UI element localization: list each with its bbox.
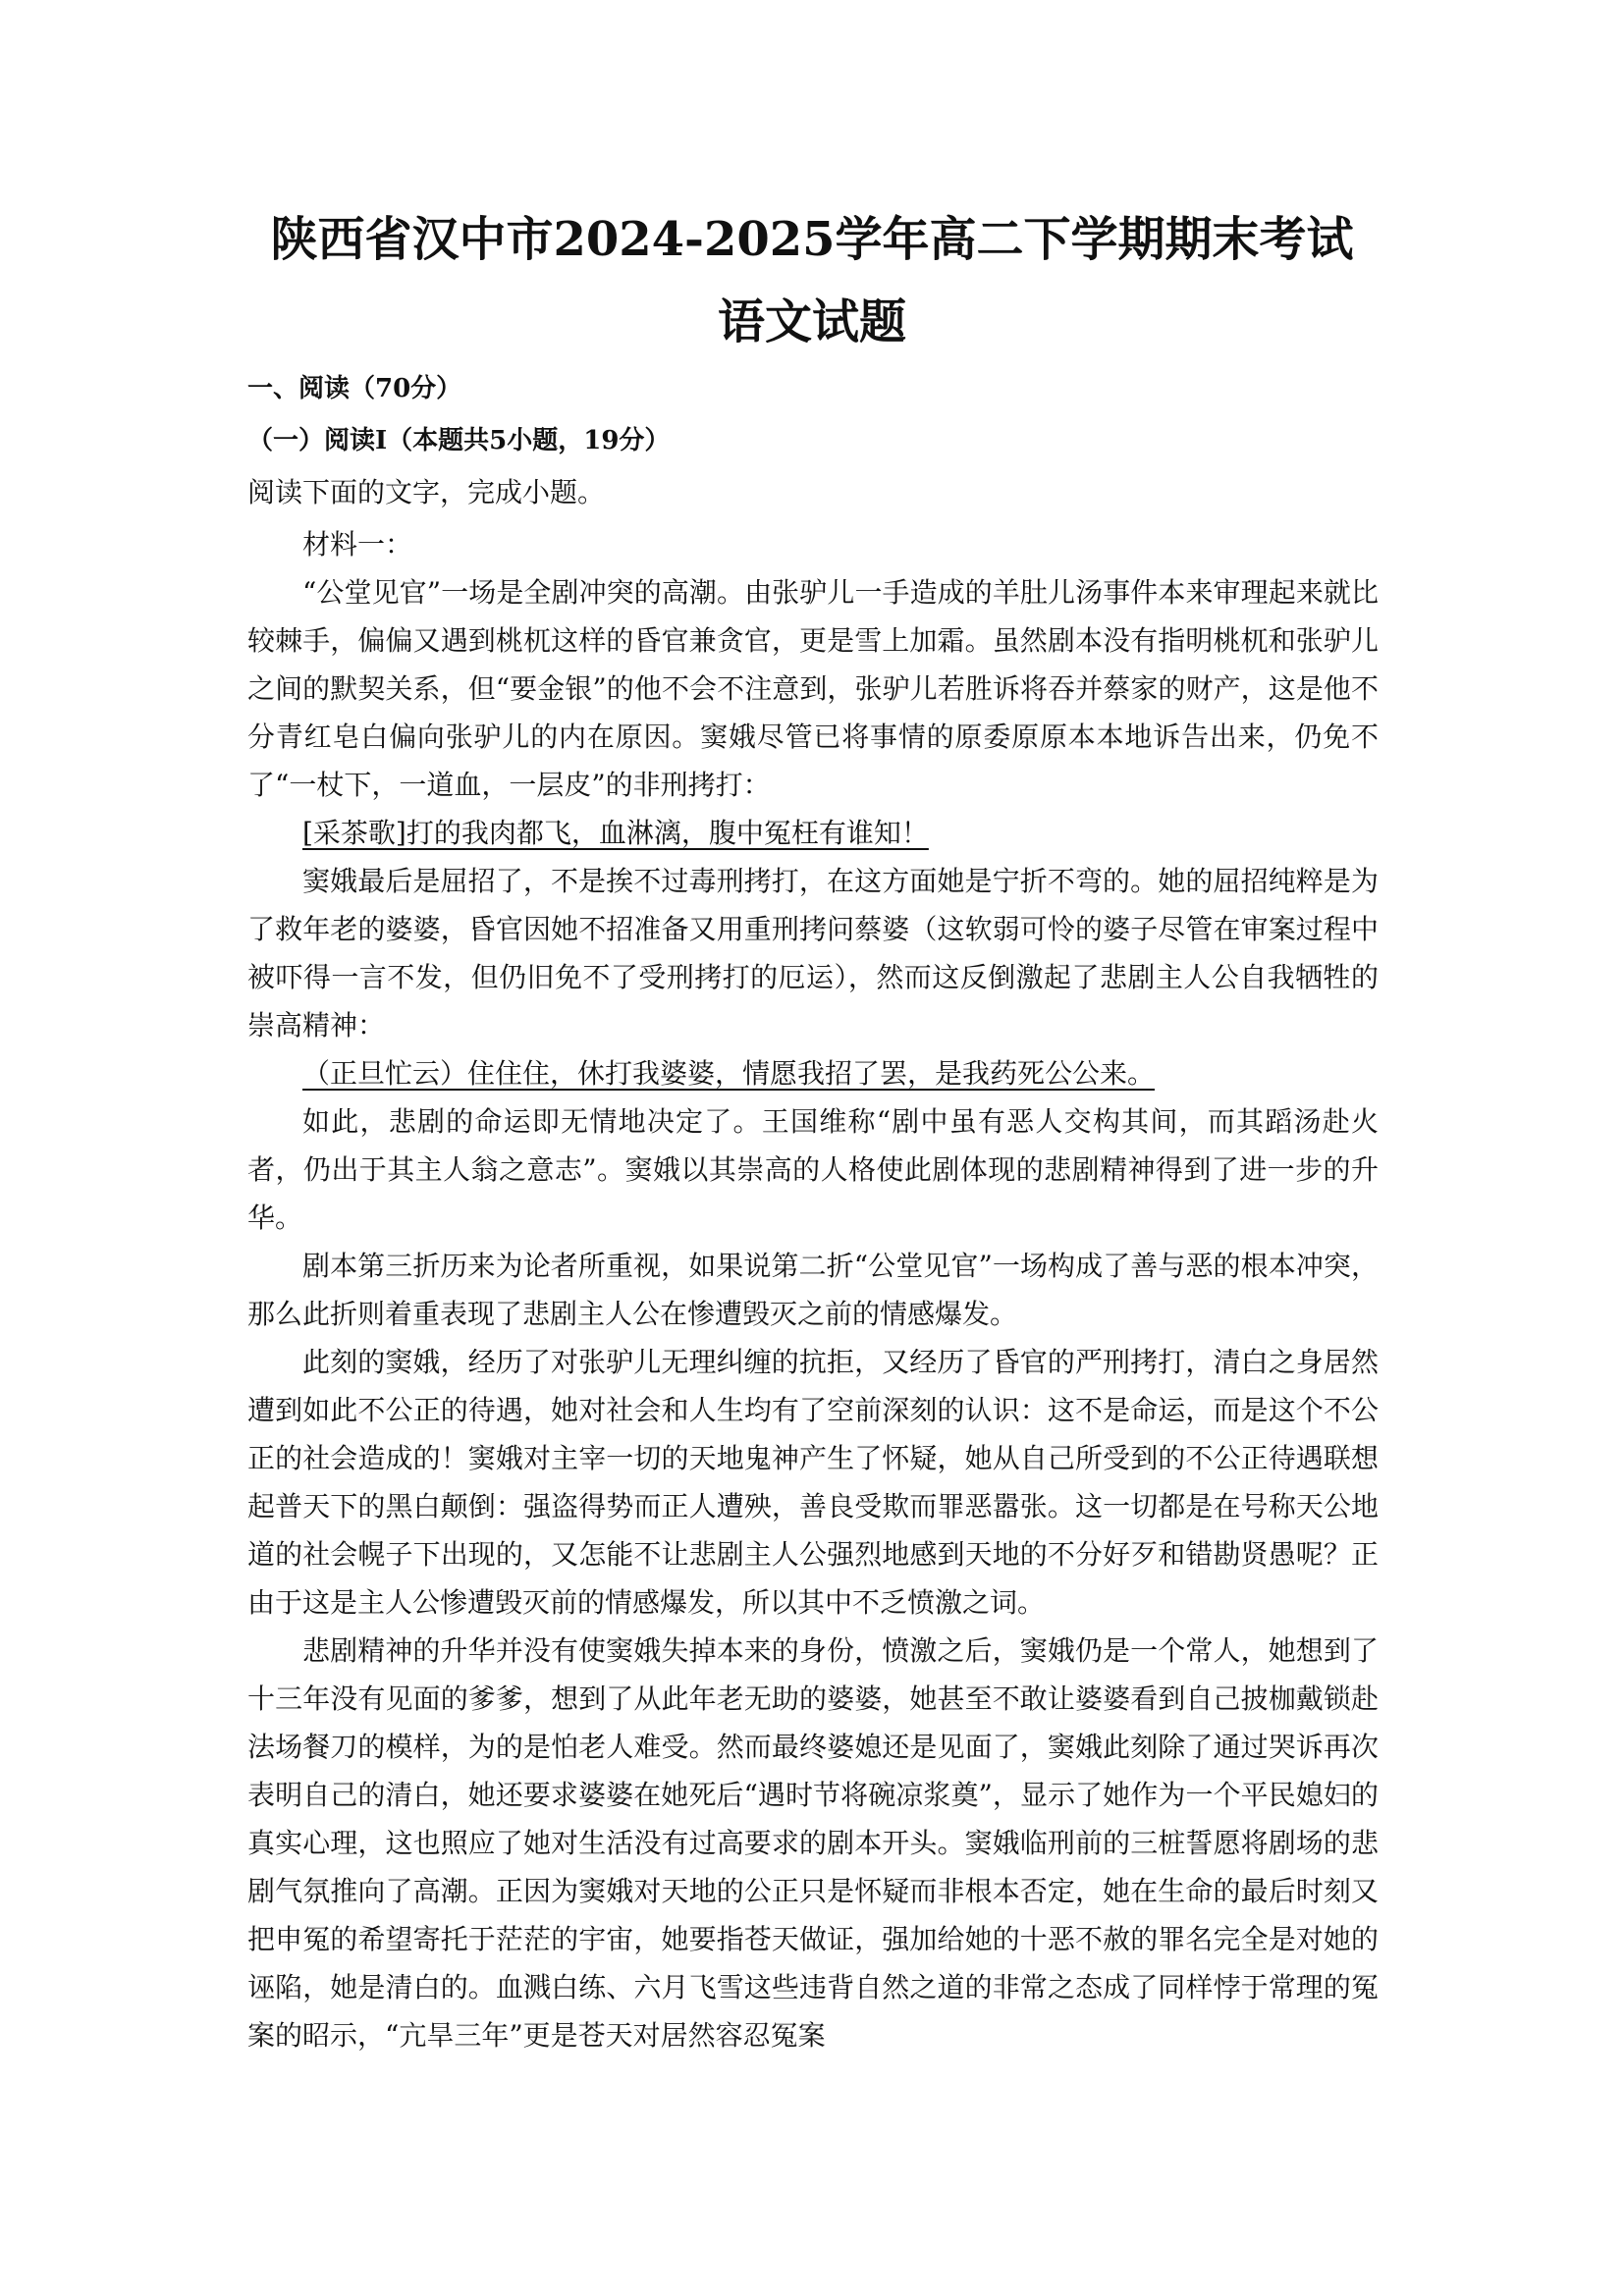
instruction: 阅读下面的文字，完成小题。 xyxy=(247,476,606,508)
subsection-heading: （一）阅读Ⅰ（本题共5小题，19分） xyxy=(247,426,671,455)
material-label: 材料一： xyxy=(302,528,413,561)
paragraph: 剧本第三折历来为论者所重视，如果说第二折“公堂见官”一场构成了善与恶的根本冲突，那么此折则着重表现了悲剧主人公在惨遭毁灭之前的情感爆发。 xyxy=(247,1250,1379,1330)
quoted-verse-text: （正旦忙云）住住住，休打我婆婆，情愿我招了罢，是我药死公公来。 xyxy=(302,1057,1156,1090)
section-heading: 一、阅读（70分） xyxy=(247,374,462,403)
paragraph: 窦娥最后是屈招了，不是挨不过毒刑拷打，在这方面她是宁折不弯的。她的屈招纯粹是为了救年老的婆婆，昏官因她不招准备又用重刑拷问蔡婆（这软弱可怜的婆子尽管在审案过程中被吓得一言不发，但仍旧免不了受刑拷打的厄运），然而这反倒激起了悲剧主人公自我牺牲的崇高精神： xyxy=(247,865,1379,1041)
paragraph: “公堂见官”一场是全剧冲突的高潮。由张驴儿一手造成的羊肚儿汤事件本来审理起来就比较棘手，偏偏又遇到桃杌这样的昏官兼贪官，更是雪上加霜。虽然剧本没有指明桃杌和张驴儿之间的默契关系，但“要金银”的他不会不注意到，张驴儿若胜诉将吞并蔡家的财产，这是他不分青红皂白偏向张驴儿的内在原因。窦娥尽管已将事情的原委原原本本地诉告出来，仍免不了“一杖下，一道血，一层皮”的非刑拷打： xyxy=(247,576,1379,801)
reading-passage xyxy=(247,520,1379,2059)
document-subtitle: 语文试题 xyxy=(717,294,906,349)
quoted-verse xyxy=(247,809,1379,857)
quoted-verse-text: [采茶歌]打的我肉都飞，血淋漓，腹中冤枉有谁知！ xyxy=(302,817,929,849)
quoted-verse xyxy=(247,1049,1379,1097)
paragraph: 此刻的窦娥，经历了对张驴儿无理纠缠的抗拒，又经历了昏官的严刑拷打，清白之身居然遭到如此不公正的待遇，她对社会和人生均有了空前深刻的认识：这不是命运，而是这个不公正的社会造成的！窦娥对主宰一切的天地鬼神产生了怀疑，她从自己所受到的不公正待遇联想起普天下的黑白颠倒：强盗得势而正人遭殃，善良受欺而罪恶嚣张。这一切都是在号称天公地道的社会幌子下出现的，又怎能不让悲剧主人公强烈地感到天地的不分好歹和错勘贤愚呢？正由于这是主人公惨遭毁灭前的情感爆发，所以其中不乏愤激之词。 xyxy=(247,1346,1379,1619)
document-title: 陕西省汉中市2024-2025学年高二下学期期末考试 xyxy=(270,212,1354,267)
paragraph: 如此，悲剧的命运即无情地决定了。王国维称“剧中虽有恶人交构其间，而其蹈汤赴火者，仍出于其主人翁之意志”。窦娥以其崇高的人格使此剧体现的悲剧精神得到了进一步的升华。 xyxy=(247,1105,1379,1234)
paragraph: 悲剧精神的升华并没有使窦娥失掉本来的身份，愤激之后，窦娥仍是一个常人，她想到了十三年没有见面的爹爹，想到了从此年老无助的婆婆，她甚至不敢让婆婆看到自己披枷戴锁赴法场餐刀的模样，为的是怕老人难受。然而最终婆媳还是见面了，窦娥此刻除了通过哭诉再次表明自己的清白，她还要求婆婆在她死后“遇时节将碗凉浆奠”，显示了她作为一个平民媳妇的真实心理，这也照应了她对生活没有过高要求的剧本开头。窦娥临刑前的三桩誓愿将剧场的悲剧气氛推向了高潮。正因为窦娥对天地的公正只是怀疑而非根本否定，她在生命的最后时刻又把申冤的希望寄托于茫茫的宇宙，她要指苍天做证，强加给她的十恶不赦的罪名完全是对她的诬陷，她是清白的。血溅白练、六月飞雪这些违背自然之道的非常之态成了同样悖于常理的冤案的昭示，“亢旱三年”更是苍天对居然容忍冤案 xyxy=(247,1634,1379,2052)
